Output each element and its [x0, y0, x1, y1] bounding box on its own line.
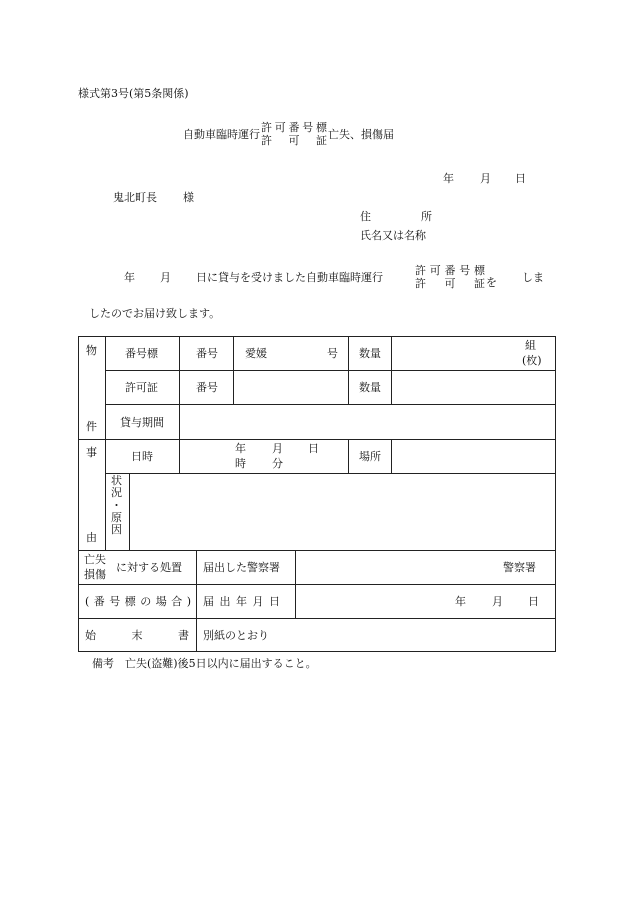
row-handling — [79, 550, 555, 619]
body-year: 年 — [124, 271, 135, 284]
cause-char: 原 — [111, 510, 122, 524]
main-table — [78, 336, 556, 652]
body-char: 可 — [444, 276, 456, 290]
plate-quantity-label: 数量 — [359, 347, 381, 360]
title-char: 可 — [288, 133, 300, 147]
dt-day: 日 — [308, 442, 319, 455]
title-prefix: 自動車臨時運行 — [183, 128, 260, 142]
damage-label: 損傷 — [84, 568, 106, 581]
loan-period-label: 貸与期間 — [120, 416, 164, 429]
details-char: 末 — [131, 629, 143, 642]
permit-quantity-label: 数量 — [359, 381, 381, 394]
date-month-label: 月 — [480, 172, 491, 185]
set-unit: 組 — [525, 339, 536, 352]
title-suffix: 亡失、損傷届 — [328, 128, 394, 142]
form-title — [183, 122, 394, 147]
body-char: 証 — [474, 276, 485, 290]
title-char: 許 — [261, 121, 272, 134]
reason-label-bottom: 由 — [86, 531, 97, 544]
police-suffix: 警察署 — [503, 561, 536, 574]
go-label: 号 — [327, 347, 338, 360]
rd-month: 月 — [492, 595, 503, 608]
title-char: 標 — [316, 121, 327, 134]
dt-year: 年 — [235, 442, 246, 455]
form-number: 様式第3号(第5条関係) — [78, 87, 189, 100]
address-label-1: 住 — [360, 210, 371, 223]
rd-day: 日 — [528, 595, 539, 608]
body-char: 標 — [474, 264, 485, 277]
item-label-bottom: 件 — [86, 420, 97, 433]
rd-year: 年 — [455, 595, 466, 608]
sheet-unit: (枚) — [522, 354, 542, 367]
title-char: 許 — [261, 133, 272, 147]
permit-number-label: 番号 — [196, 381, 218, 394]
dt-minute: 分 — [272, 457, 283, 470]
details-char: 始 — [85, 629, 96, 642]
cause-char: 因 — [111, 523, 122, 537]
place-label: 場所 — [359, 450, 381, 463]
body-particle: を — [486, 276, 497, 289]
title-bottom-row — [261, 135, 327, 148]
body-bottom-row — [415, 278, 485, 291]
row-details — [79, 618, 555, 651]
cause-char: ・ — [111, 498, 122, 512]
plate-number-label: 番号 — [196, 347, 218, 360]
dt-hour: 時 — [235, 457, 246, 470]
cause-label — [111, 475, 122, 537]
date-year-label: 年 — [443, 172, 454, 185]
details-label — [85, 630, 189, 641]
reason-label-top: 事 — [86, 446, 97, 459]
address-label-2: 所 — [421, 210, 432, 223]
addressee: 鬼北町長 — [113, 191, 157, 204]
cause-char: 況 — [111, 486, 122, 500]
prefecture-label: 愛媛 — [245, 347, 267, 360]
date-day-label: 日 — [515, 172, 526, 185]
details-value: 別紙のとおり — [203, 629, 269, 642]
body-top-row — [415, 265, 485, 278]
body-char: 号 — [459, 264, 471, 277]
body-mid-text: 日に貸与を受けました自動車臨時運行 — [196, 271, 383, 284]
item-label-top: 物 — [86, 344, 97, 357]
body-month: 月 — [160, 271, 171, 284]
name-label: 氏名又は名称 — [360, 229, 426, 242]
footer-note: 備考 亡失(盗難)後5日以内に届出すること。 — [92, 657, 317, 670]
body-stack — [415, 265, 485, 290]
plate-case-label: (番号標の場合) — [85, 595, 196, 608]
body-char: 番 — [444, 264, 456, 277]
datetime-label: 日時 — [131, 450, 153, 463]
permit-label: 許可証 — [125, 381, 158, 394]
title-stack — [261, 122, 327, 147]
dt-month: 月 — [272, 442, 283, 455]
body-char: 可 — [429, 264, 441, 277]
handling-label: に対する処置 — [116, 561, 182, 574]
title-char: 可 — [274, 121, 286, 134]
title-char: 号 — [302, 121, 314, 134]
title-char: 証 — [316, 133, 327, 147]
plate-label: 番号標 — [125, 347, 158, 360]
honorific: 様 — [183, 191, 194, 204]
body-char: 許 — [415, 264, 426, 277]
cause-char: 状 — [111, 474, 122, 487]
body-line-2: したのでお届け致します。 — [89, 307, 221, 320]
body-char: 許 — [415, 276, 426, 290]
police-label: 届出した警察署 — [203, 561, 280, 574]
loss-label: 亡失 — [84, 553, 106, 566]
title-top-row — [261, 122, 327, 135]
row-item — [79, 337, 555, 440]
report-date-label: 届出年月日 — [203, 595, 286, 608]
title-char: 番 — [288, 121, 300, 134]
details-char: 書 — [178, 629, 189, 642]
body-end: しま — [522, 271, 544, 284]
row-reason — [79, 439, 555, 551]
